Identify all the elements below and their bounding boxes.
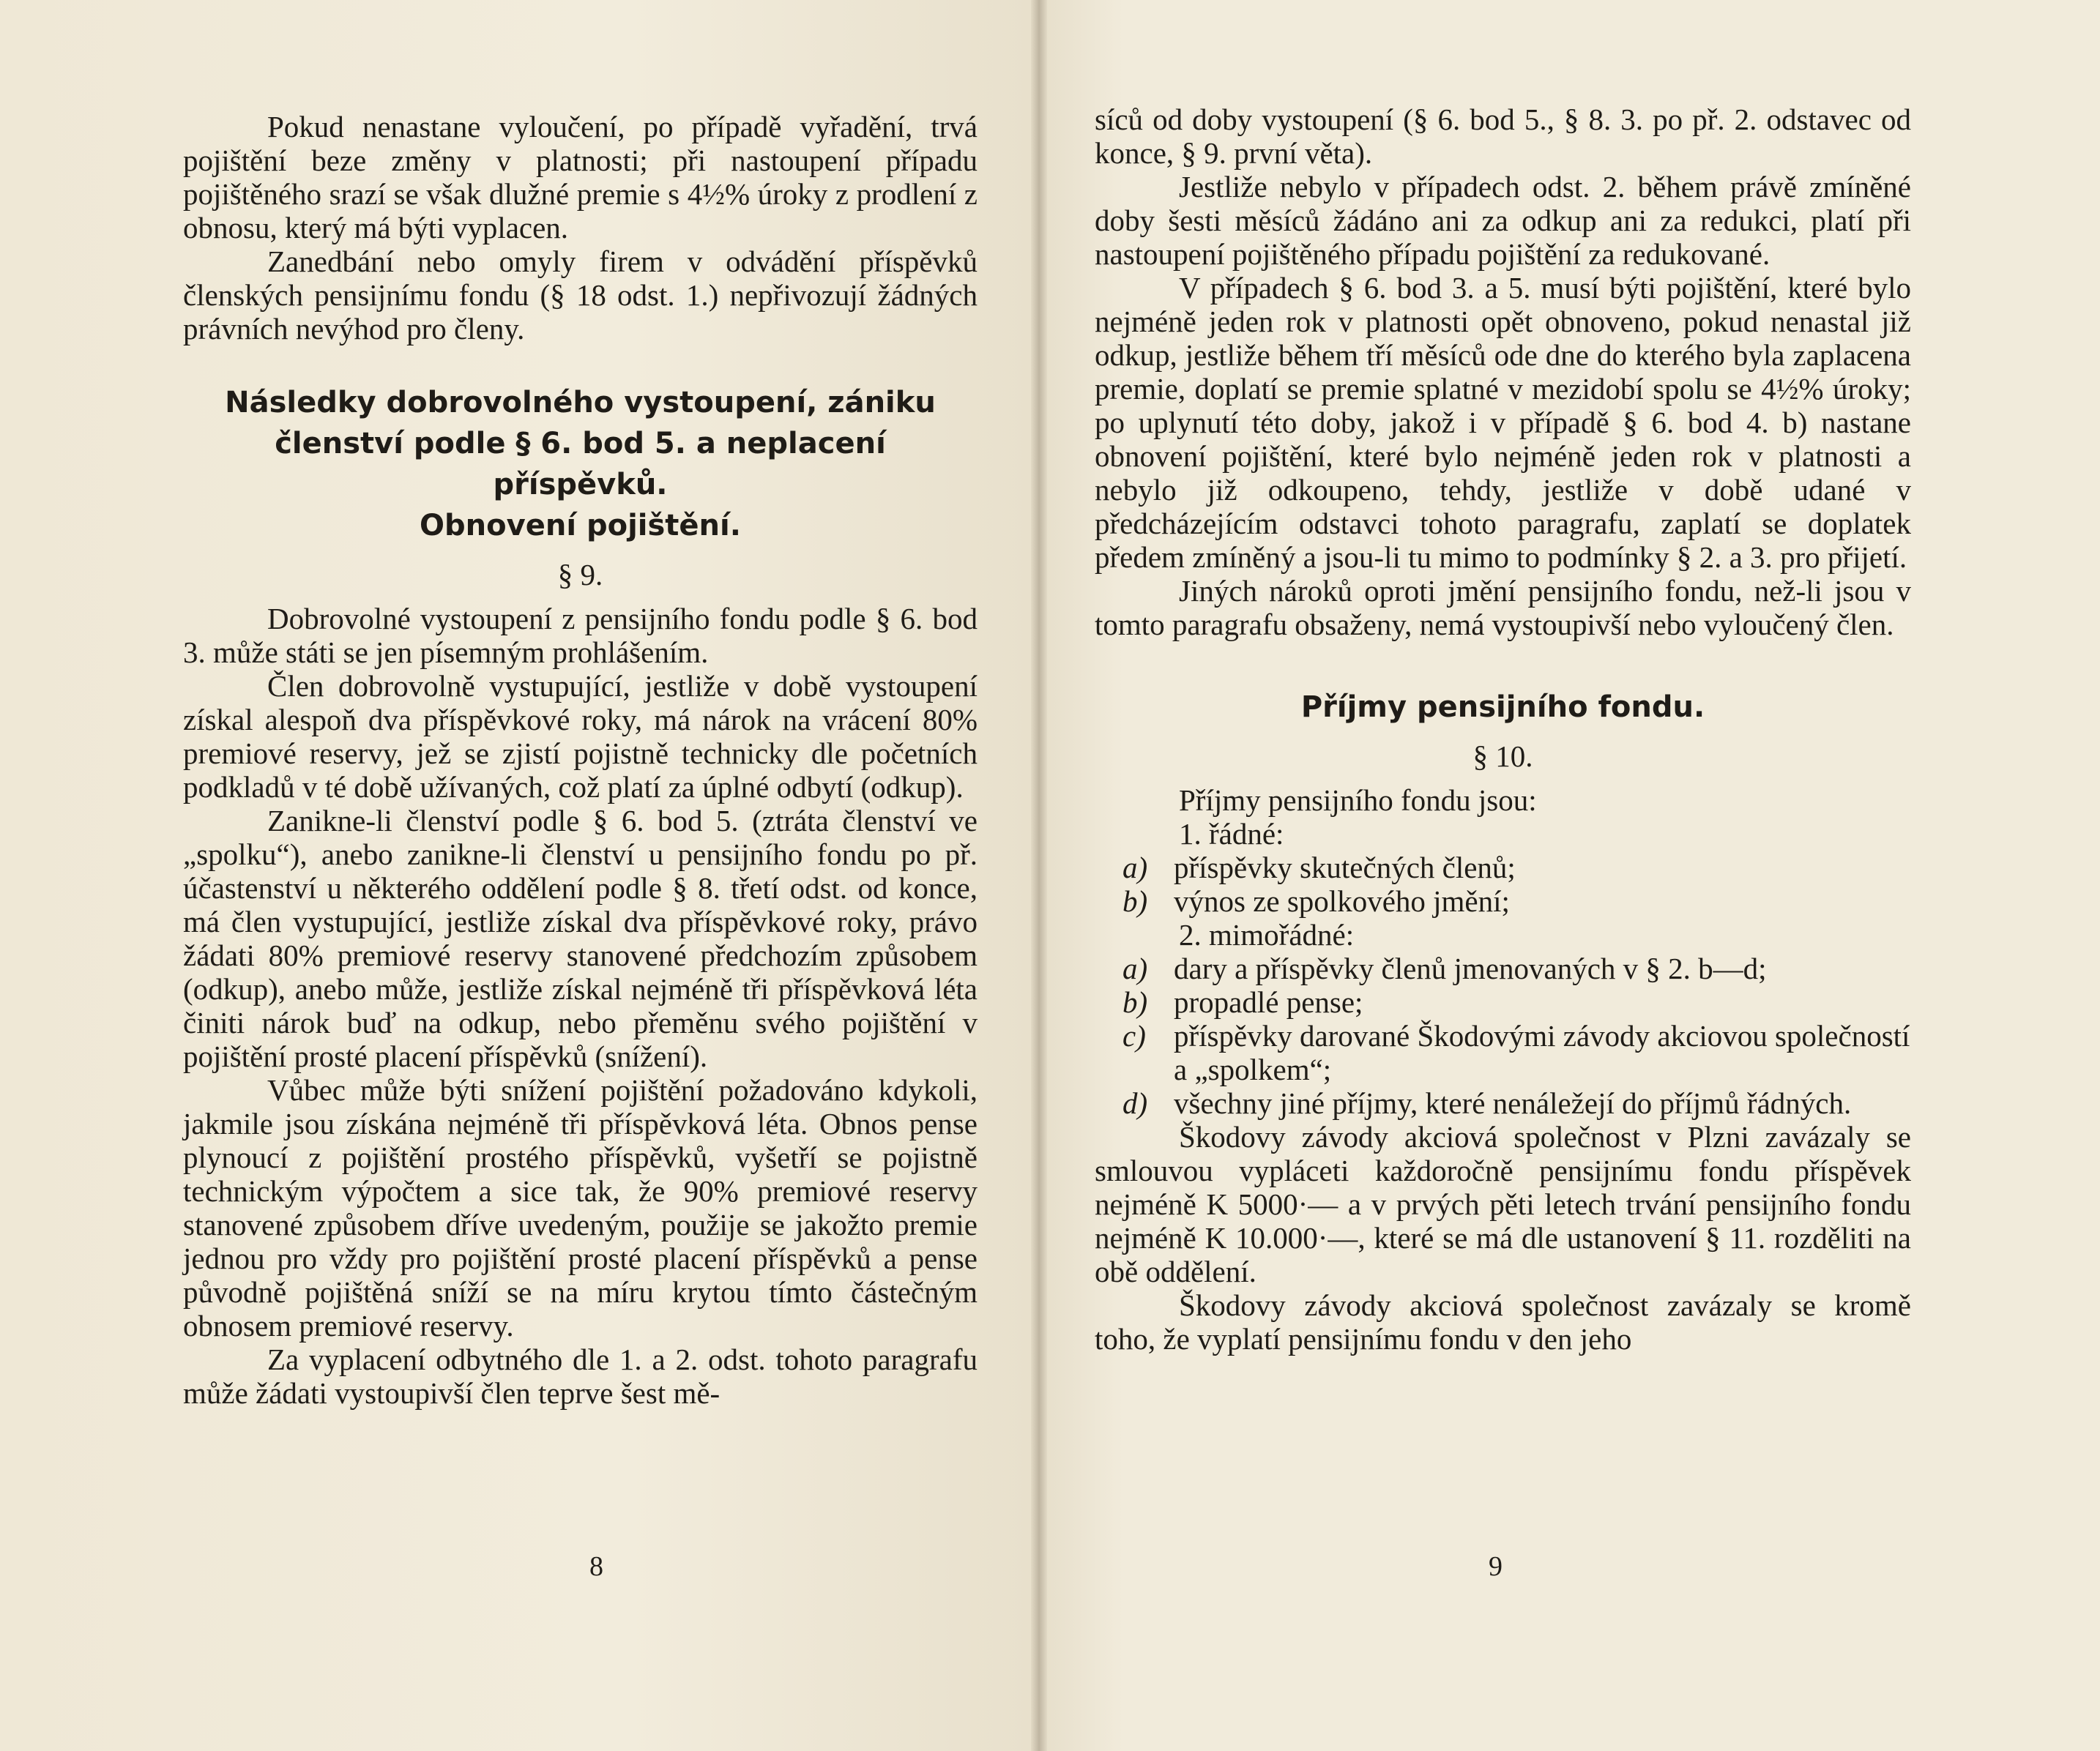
page-number: 9 [1489,1551,1503,1582]
right-text-column [1095,102,1911,1356]
income-list-regular [1095,851,1911,918]
paragraph: Dobrovolné vystoupení z pensijního fondu podle § 6. bod 3. může státi se jen písemným prohlášením. [183,602,978,669]
list-marker: a) [1122,851,1148,884]
list-item [1095,952,1911,985]
paragraph: síců od doby vystoupení (§ 6. bod 5., § 8. 3. po př. 2. odstavec od konce, § 9. první věta). [1095,102,1911,170]
section-heading [183,382,978,546]
list-marker: b) [1122,985,1148,1019]
heading-line: členství podle § 6. bod 5. a neplacení příspěvků. [275,427,886,501]
paragraph: Pokud nenastane vyloučení, po případě vyřadění, trvá pojištění beze změny v platnosti; při nastoupení případu pojištěného srazí se však dlužné premie s 4½% úroky z prodlení z obnosu, který má býti vyplacen. [183,110,978,244]
section-mark: § 10. [1472,739,1533,773]
list-item [1095,1086,1911,1120]
list-marker: a) [1122,952,1148,985]
paragraph: Člen dobrovolně vystupující, jestliže v době vystoupení získal alespoň dva příspěvkové roky, má nárok na vrácení 80% premiové reservy, jež se zjistí pojistně technicky dle početních podkladů v té době užívaných, což platí za úplné odbytí (odkup). [183,669,978,804]
paragraph: Za vyplacení odbytného dle 1. a 2. odst. tohoto paragrafu může žádati vystoupivší člen teprve šest mě- [183,1343,978,1410]
paragraph: Jiných nároků oproti jmění pensijního fondu, než-li jsou v tomto paragrafu obsaženy, nemá vystoupivší nebo vyloučený člen. [1095,574,1911,641]
heading-line: Obnovení pojištění. [420,509,741,542]
paragraph: Zanikne-li členství podle § 6. bod 5. (ztráta členství ve „spolku“), anebo zanikne-li členství u pensijního fondu po př. účastenství u některého oddělení podle § 8. třetí odst. od konce, má člen vystupující, jestliže získal dva příspěvkové roky, právo žádati 80% premiové reservy stanovené předchozím způsobem (odkup), anebo může, jestliže získal nejméně tři příspěvková léta činiti nárok buď na odkup, nebo přeměnu svého pojištění v pojištění prosté placení příspěvků (snížení). [183,804,978,1073]
list-item-text: příspěvky skutečných členů; [1174,851,1516,884]
left-text-column [183,110,978,1410]
list-marker: d) [1122,1086,1148,1120]
list-item-text: všechny jiné příjmy, které nenáležejí do příjmů řádných. [1174,1086,1852,1120]
section-heading: Příjmy pensijního fondu. [1300,690,1705,724]
list-item [1095,851,1911,884]
list-item [1095,1019,1911,1086]
list-marker: b) [1122,884,1148,918]
list-group-label: 1. řádné: [1179,817,1284,851]
paragraph: Škodovy závody akciová společnost v Plzni zavázaly se smlouvou vypláceti každoročně pensijnímu fondu příspěvek nejméně K 5000·— a v prvých pěti letech trvání pensijního fondu nejméně K 10.000·—, které se má dle ustanovení § 11. rozděliti na obě oddělení. [1095,1120,1911,1288]
income-list-extraordinary [1095,952,1911,1120]
paragraph: V případech § 6. bod 3. a 5. musí býti pojištění, které bylo nejméně jeden rok v platnosti opět obnoveno, pokud nenastal již odkup, jestliže během tří měsíců ode dne do kterého byla zaplacena premie, doplatí se premie splatné v mezidobí spolu se 4½% úroky; po uplynutí této doby, jakož i v případě § 6. bod 4. b) nastane obnovení pojištění, které bylo nejméně jeden rok v platnosti a nebylo již odkoupeno, tehdy, jestliže v době udané v předcházejícím odstavci tohoto paragrafu, zaplatí se doplatek předem zmíněný a jsou-li tu mimo to podmínky § 2. a 3. pro přijetí. [1095,271,1911,574]
right-page [1038,0,2100,1751]
section-mark: § 9. [557,558,603,591]
list-item-text: propadlé pense; [1174,985,1363,1019]
list-group-label: 2. mimořádné: [1179,918,1355,952]
left-page [0,0,1038,1751]
list-item-text: výnos ze spolkového jmění; [1174,884,1510,918]
list-intro: Příjmy pensijního fondu jsou: [1179,783,1537,817]
paragraph: Škodovy závody akciová společnost zavázaly se kromě toho, že vyplatí pensijnímu fondu v den jeho [1095,1288,1911,1356]
list-item-text: příspěvky darované Škodovými závody akciovou společností a „spolkem“; [1174,1019,1910,1086]
page-number: 8 [589,1551,603,1582]
list-item [1095,884,1911,918]
paragraph: Vůbec může býti snížení pojištění požadováno kdykoli, jakmile jsou získána nejméně tři příspěvková léta. Obnos pense plynoucí z pojištění prostého příspěvků, vyšetří se pojistně technickým výpočtem a sice tak, že 90% premiové reservy stanovené způsobem dříve uvedeným, použije se jakožto premie jednou pro vždy pro pojištění prosté placení příspěvků a pense původně pojištěná sníží se na míru krytou tímto částečným obnosem premiové reservy. [183,1073,978,1343]
list-marker: c) [1122,1019,1146,1053]
heading-line: Následky dobrovolného vystoupení, zániku [225,386,936,419]
list-item [1095,985,1911,1019]
book-gutter [1031,0,1047,1751]
list-item-text: dary a příspěvky členů jmenovaných v § 2. b—d; [1174,952,1767,985]
paragraph: Zanedbání nebo omyly firem v odvádění příspěvků členských pensijnímu fondu (§ 18 odst. 1.) nepřivozují žádných právních nevýhod pro členy. [183,244,978,346]
paragraph: Jestliže nebylo v případech odst. 2. během právě zmíněné doby šesti měsíců žádáno ani za odkup ani za redukci, platí při nastoupení pojištěného případu pojištění za redukované. [1095,170,1911,271]
